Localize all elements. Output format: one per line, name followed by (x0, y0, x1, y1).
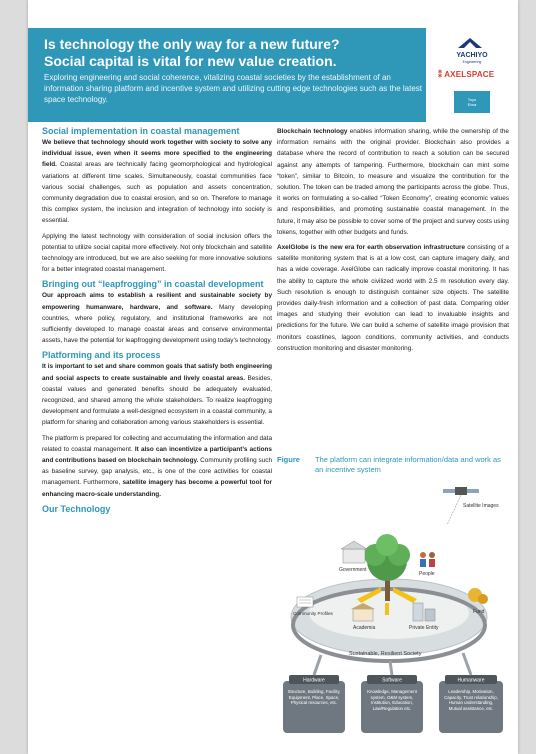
axelspace-logo (438, 70, 494, 79)
software-desc-box (364, 689, 420, 731)
title-line-2: Social capital is vital for new value creation. (44, 53, 337, 69)
section-title-social-implementation: Social implementation in coastal management (42, 126, 240, 136)
government-label: Government (339, 567, 367, 573)
toyo-logo-line-1: Toyo (467, 97, 477, 102)
hardware-description: Structure, Building, Facility, Equipment, Place, Space, Physical resources, etc. (287, 689, 341, 705)
humanware-description: Leadership, Motivation, Capacity, Trust relationship, Human understanding, Mutual assistance, etc. (444, 689, 498, 711)
figure-caption: The platform can integrate information/data and work as an incentive system (315, 455, 501, 474)
bold-lead: We believe that technology should work together with society to solve any individual issue, even when it seems more specified to the engineering field. (42, 139, 272, 169)
ring-label: Sustainable, Resilient Society (349, 651, 422, 657)
bold-lead: Blockchain technology (277, 128, 348, 135)
toyo-logo-line-2: Eiwa (467, 102, 477, 107)
title-line-1: Is technology the only way for a new future? (44, 36, 340, 52)
paragraph-text: Coastal areas are technically facing geomorphological and hydrological variations at different time scales. Simultaneously, coastal communities face various social challenges, such as population and assets concentration, community degradation due to coastal erosion, and so on. Therefore to manage this complex system, the inclusion and integration of technology into society is essential. (42, 161, 272, 225)
paragraph-social-2: Applying the latest technology with consideration of social inclusion offers the potential to utilize social capital more effectively. Not only blockchain and satellite technology are introduced, but we are also seeking for more innovative solutions for a better integrated coastal management. (42, 232, 272, 274)
people-icon (420, 552, 435, 567)
bold-lead: AxelGlobe is the new era for earth observation infrastructure (277, 244, 466, 252)
header-subtitle: Exploring engineering and social coherence, vitalizing coastal societies by the establishment of an information sharing platform and incentive system and utilizing cutting edge technologies such as the latest space technology. (44, 73, 422, 104)
community-profiles-icon (297, 597, 313, 607)
paragraph-platforming-2 (42, 433, 272, 500)
humanware-desc-box (442, 689, 500, 731)
government-building-icon (341, 541, 367, 563)
hardware-label: Hardware (303, 677, 325, 684)
yachiyo-logo-text: YACHIYO (456, 52, 488, 59)
page-title (44, 36, 434, 70)
yachiyo-logo-subtext: Engineering (462, 60, 482, 64)
paragraph-social-1 (42, 137, 272, 227)
bold-lead: It is important to set and share common goals that satisfy both engineering and social aspects to create sustainable and lively coastal areas. (42, 363, 272, 382)
private-entity-label: Private Entity (409, 625, 439, 631)
section-title-our-technology: Our Technology (42, 503, 111, 514)
bold-text: satellite imagery has become a powerful tool for enhancing macro-scale understanding. (42, 479, 272, 498)
software-label: Software (382, 677, 402, 684)
paragraph-text: consisting of a satellite monitoring system that is at a low cost, can capture imagery daily, and has a wide coverage. AxelGlobe can radically improve coastal monitoring. It has the ability to capture the whole civilized world with 2.5 m resolution every day. Such resolution is enough to distinguish container size objects. The satellite provides daily-fresh information and a collection of past data. Comparing older images and studying their evolution can lead to invaluable insights and predictions for the future. We can build a scheme of satellite image provision that monitors coastlines, lagoon conditions, community activities, and conducts construction monitoring and disaster monitoring. (277, 244, 509, 352)
software-description: Knowledge, Management system, O&M system, Institution, Education, Law/Regulation etc. (367, 689, 417, 711)
academia-label: Academia (353, 625, 376, 631)
axelspace-mark-icon: ⁑ (438, 70, 443, 79)
platform-diagram (277, 477, 509, 743)
community-profiles-label: Community Profiles (293, 611, 333, 616)
hardware-desc-box (286, 689, 342, 731)
satellite-images-label: Satellite Images (463, 503, 499, 509)
axelspace-logo-text: AXELSPACE (444, 70, 495, 79)
logo-panel (426, 28, 518, 122)
paragraph-text: Many developing countries, where policy, regulatory, and institutional frameworks are not sufficiently developed to manage coastal areas and conserve environmental assets, have the potential for leapfrogging development using today’s technology. (42, 303, 272, 345)
humanware-label: Humanware (457, 677, 485, 684)
paragraph-text: Besides, coastal values and generated benefits should be adequately evaluated, recognized, and shared among the whole stakeholders. To realize leapfrogging development and formulate a well-designed ecosystem in a coastal community, a platform for sharing and collaboration among various stakeholders is essential. (42, 374, 272, 427)
left-column (42, 126, 272, 515)
paragraph-platforming-1 (42, 361, 272, 428)
document-page (28, 0, 518, 754)
right-column (277, 126, 509, 354)
paragraph-text: enables information sharing, while the ownership of the information remains with the original provider. Blockchain also provides a database where the record of contribution to reach a solution can be secured against any attempts of tampering. Furthermore, blockchain can mint some “token”, similar to Bitcoin, to measure and visualize the contribution for the solution. The token can be traded among the participants across the globe. Thus, it works on formulating a so-called “Token Economy”, creating economic values and responsibilities, and promoting sustainable coastal management. In the future, it may also be possible to cover some of the project and survey costs using tokens, together with other budgets and funds. (277, 128, 509, 236)
platform-figure (277, 455, 509, 745)
paragraph-leapfrogging (42, 290, 272, 346)
fund-label: Fund (473, 609, 485, 615)
bold-lead: Our approach aims to establish a resilient and sustainable society by empowering humanware, hardware, and software. (42, 292, 272, 311)
bold-text: It also can incentivize a participant’s actions and contributions based on blockchain technology. (42, 445, 272, 465)
paragraph-text: The platform is prepared for collecting and accumulating the information and data related to coastal management. (42, 434, 272, 453)
section-title-leapfrogging: Bringing out “leapfrogging” in coastal development (42, 279, 264, 290)
paragraph-axelglobe (277, 242, 509, 354)
paragraph-blockchain (277, 126, 509, 238)
figure-label: Figure (277, 455, 300, 464)
people-label: People (419, 571, 435, 577)
yachiyo-logo-icon (456, 36, 484, 50)
toyo-eiwa-logo (454, 91, 490, 113)
paragraph-text: Community profiling such as baseline survey, gap analysis, etc., is one of the core activities for coastal management. Furthermore, (42, 457, 272, 487)
header-banner (28, 28, 518, 122)
section-title-platforming: Platforming and its process (42, 350, 161, 361)
